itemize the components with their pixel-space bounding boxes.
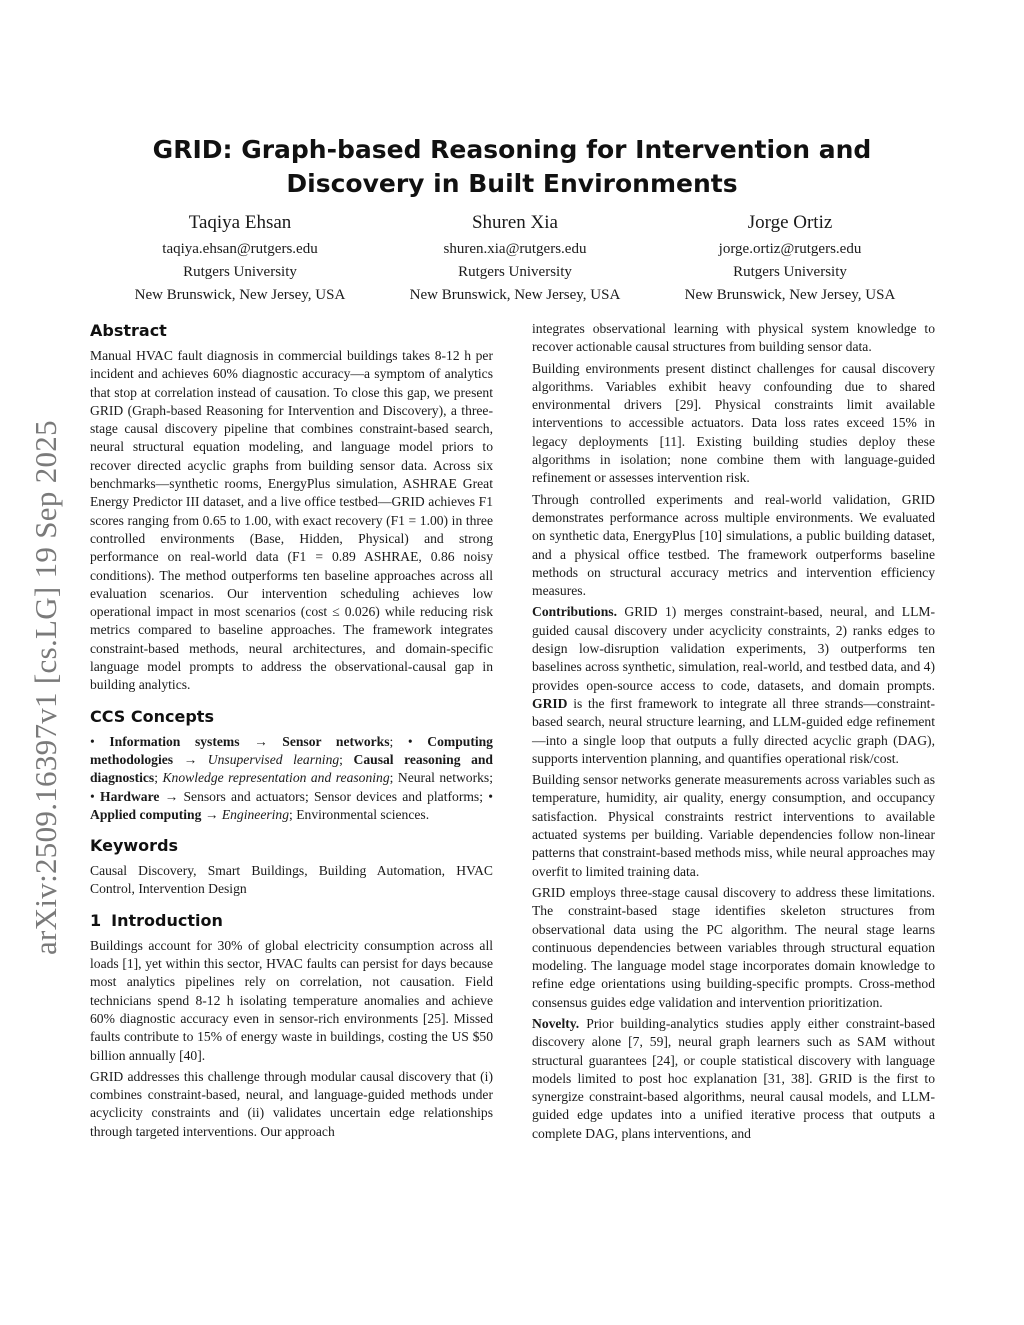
author-location: New Brunswick, New Jersey, USA: [684, 287, 896, 303]
author-email: shuren.xia@rutgers.edu: [443, 241, 587, 257]
author-location: New Brunswick, New Jersey, USA: [134, 287, 346, 303]
right-paragraph-1: integrates observational learning with physical system knowledge to recover actionable causal structures from building sensor data.: [532, 321, 935, 355]
author-location: New Brunswick, New Jersey, USA: [409, 287, 621, 303]
author-3: [645, 210, 935, 307]
author-email: taqiya.ehsan@rutgers.edu: [162, 241, 318, 257]
introduction-heading: [90, 911, 493, 931]
intro-paragraph-1: Buildings account for 30% of global electricity consumption across all loads [1], yet within this sector, HVAC faults can persist for days because most analytics pipelines rely on correlation, not causation. Field technicians spend 8-12 h isolating temperature anomalies and achieve 60% diagnostic accuracy even in sensor-rich environments [25]. Missed faults contribute to 15% of energy waste in buildings, costing the US $50 billion annually [40].: [90, 937, 493, 1063]
paper-title: GRID: Graph-based Reasoning for Intervention and Discovery in Built Environments: [152, 135, 872, 198]
author-affiliation: Rutgers University: [733, 264, 847, 280]
author-name: Jorge Ortiz: [747, 212, 833, 233]
ccs-text: • Information systems → Sensor networks; • Computing methodologies → Unsupervised learning; Causal reasoning and diagnostics; Knowledge representation and reasoning; Neural networks; • Hardware → Sensors and actuators; Sensor devices and platforms; • Applied computing → Engineering; Environmental sciences.: [90, 733, 493, 822]
author-name: Shuren Xia: [471, 212, 558, 233]
author-email: jorge.ortiz@rutgers.edu: [718, 241, 862, 257]
right-paragraph-6: GRID employs three-stage causal discovery to address these limitations. The constraint-based stage identifies skeleton structures from observational data using the PC algorithm. The neural stage learns continuous dependencies between variables through structural equation modeling. The language model stage incorporates domain knowledge to refine edge orientations using building-specific prompts. Cross-method consensus guides edge validation and intervention prioritization.: [532, 884, 935, 1010]
abstract-heading: Abstract: [90, 321, 167, 340]
keywords-text: Causal Discovery, Smart Buildings, Building Automation, HVAC Control, Intervention Design: [90, 863, 493, 897]
author-1: [95, 210, 385, 307]
author-2: [370, 210, 660, 307]
author-affiliation: Rutgers University: [183, 264, 297, 280]
author-name: Taqiya Ehsan: [188, 212, 292, 233]
right-paragraph-2: Building environments present distinct challenges for causal discovery algorithms. Variables exhibit heavy confounding due to shared environmental drivers [29]. Physical constraints limit available interventions to accessible actuators. Data loss rates exceed 15% in legacy deployments [11]. Existing building studies deploy these algorithms in isolation; none combine them with language-guided refinement or assesses intervention risk.: [532, 360, 935, 486]
section-title: Introduction: [111, 910, 223, 930]
contributions-label: Contributions.: [532, 604, 617, 620]
author-affiliation: Rutgers University: [458, 264, 572, 280]
right-paragraph-3: Through controlled experiments and real-world validation, GRID demonstrates performance across multiple environments. We evaluated on synthetic data, EnergyPlus [10] simulations, a public building dataset, and a physical office testbed. The framework outperforms baseline methods on structural accuracy metrics and intervention efficiency measures.: [532, 491, 935, 599]
right-column: [532, 320, 935, 1146]
right-paragraph-5: Building sensor networks generate measurements across variables such as temperature, humidity, air quality, energy consumption, and occupancy satisfaction. Physical constraints restrict interventions to available actuated systems per building. Variable dependencies follow non-linear patterns that constraint-based methods miss, while neural approaches may overfit to limited training data.: [532, 772, 935, 879]
ccs-heading: CCS Concepts: [90, 706, 214, 726]
novelty-paragraph: Novelty. Prior building-analytics studies apply either constraint-based discovery alone [7, 59], neural graph learners such as SAM without structural guarantees [24], or couple statistical discovery with language models limited to post hoc explanation [31, 38]. GRID is the first to synergize constraint-based algorithms, neural causal models, and LLM-guided edge updates into a unified iterative process that outputs a complete DAG, plans interventions, and: [532, 1015, 935, 1141]
novelty-label: Novelty.: [532, 1015, 580, 1031]
section-number: 1: [90, 910, 102, 930]
left-column: [90, 317, 493, 1144]
intro-paragraph-2: GRID addresses this challenge through modular causal discovery that (i) combines constraint-based, neural, and language-guided methods under acyclicity constraints and (ii) validates uncertain edge relationships through targeted interventions. Our approach: [90, 1068, 493, 1139]
arxiv-identifier: arXiv:2509.16397v1 [cs.LG] 19 Sep 2025: [28, 420, 63, 955]
keywords-heading: Keywords: [90, 836, 179, 856]
abstract-text: Manual HVAC fault diagnosis in commercial buildings takes 8-12 h per incident and achieves 60% diagnostic accuracy—a symptom of analytics that stop at correlation instead of causation. To close this gap, we present GRID (Graph-based Reasoning for Intervention and Discovery), a three-stage causal discovery pipeline that combines constraint-based search, neural structural equation modeling, and language model priors to recover directed acyclic graphs from building sensor data. Across six benchmarks—synthetic rooms, EnergyPlus simulation, ASHRAE Great Energy Predictor III dataset, and a live office testbed—GRID achieves F1 scores ranging from 0.65 to 1.00, with exact recovery (F1 = 1.00) in three controlled environments (Base, Hidden, Physical) and strong performance on real-world data (F1 = 0.89 ASHRAE, 0.86 noisy conditions). The method outperforms ten baseline approaches across all evaluation scenarios. Our intervention scheduling achieves low operational impact in most scenarios (cost ≤ 0.026) while reducing risk metrics compared to baseline approaches. The framework integrates constraint-based methods, neural architectures, and domain-specific language model prompts to address the observational-causal gap in building analytics.: [90, 348, 493, 693]
contributions-paragraph: Contributions. GRID 1) merges constraint-based, neural, and LLM-guided causal discovery under acyclicity constraints, 2) ranks edges to design low-disruption validation experiments, 3) outperforms ten baselines across synthetic, simulation, real-world, and testbed data, and 4) provides open-source access to code, datasets, and domain prompts. GRID is the first framework to integrate all three strands—constraint-based search, neural structure learning, and LLM-guided edge refinement—into a single loop that outputs a fully directed acyclic graph (DAG), supports intervention planning, and quantifies operational risk/cost.: [532, 604, 935, 766]
